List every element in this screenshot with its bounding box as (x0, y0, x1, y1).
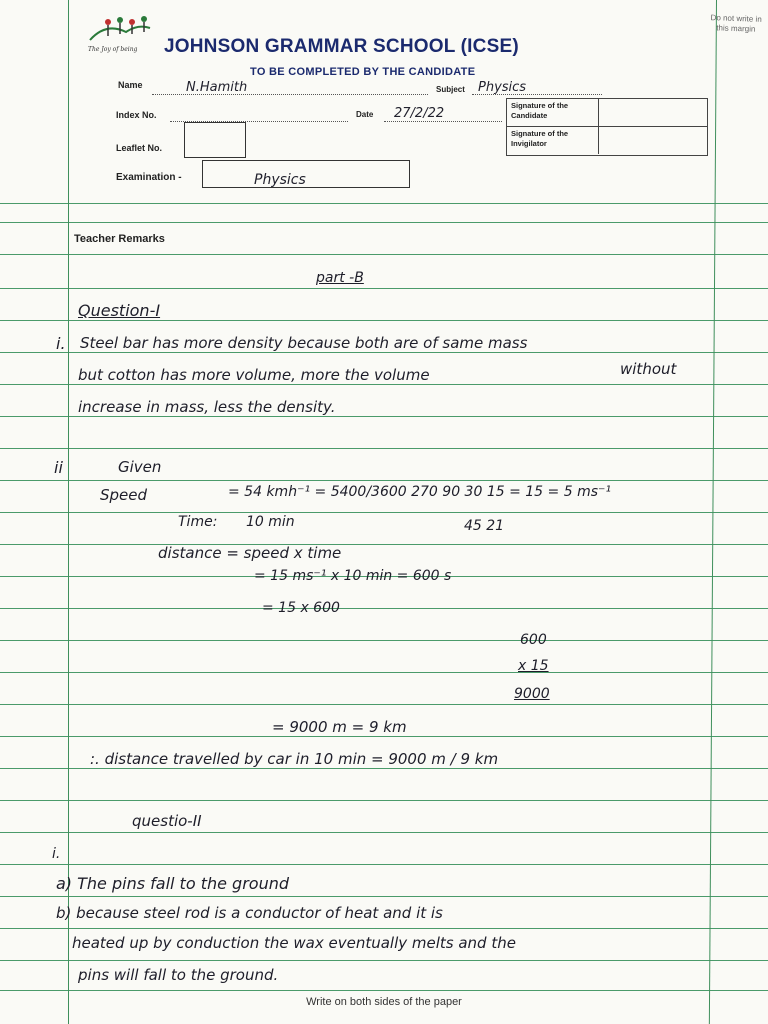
ruled-line (0, 480, 768, 481)
logo-tagline: The Joy of being (88, 46, 138, 53)
leaflet-label: Leaflet No. (116, 143, 163, 153)
ruled-line (0, 352, 768, 353)
distance-formula: distance = speed x time (158, 544, 342, 562)
exam-value: Physics (254, 172, 306, 188)
ruled-line (0, 384, 768, 385)
date-value: 27/2/22 (394, 106, 445, 121)
ruled-line (0, 896, 768, 897)
ruled-line (0, 990, 768, 991)
mult-top: 600 (520, 632, 547, 648)
ruled-line (0, 672, 768, 673)
q2-number: i. (52, 846, 61, 862)
q2-answer-b-line2: heated up by conduction the wax eventually melts and the (72, 934, 516, 952)
exam-label: Examination - (116, 172, 182, 183)
ruled-line (0, 288, 768, 289)
distance-multiply: = 15 x 600 (262, 600, 340, 616)
date-line (384, 121, 502, 122)
left-margin-line (68, 0, 69, 1024)
q1-i-number: i. (56, 334, 66, 353)
time-value: 10 min (246, 514, 295, 530)
given-label: Given (118, 458, 162, 476)
subject-label: Subject (436, 85, 465, 94)
distance-substitution: = 15 ms⁻¹ x 10 min = 600 s (254, 568, 452, 584)
mult-by: x 15 (518, 658, 549, 674)
subject-value: Physics (478, 80, 527, 95)
ruled-line (0, 736, 768, 737)
ruled-line (0, 320, 768, 321)
exam-box (202, 160, 410, 188)
speed-calc: = 54 kmh⁻¹ = 5400/3600 270 90 30 15 = 15 = 5 ms⁻¹ (228, 484, 612, 500)
q1-heading: Question-I (78, 301, 161, 320)
logo-figures-icon (86, 14, 154, 46)
sig-candidate-row (507, 99, 707, 126)
speed-label: Speed (100, 486, 148, 504)
sig-invigilator-row (507, 126, 707, 154)
q2-answer-a: a) The pins fall to the ground (56, 874, 290, 893)
ruled-line (0, 222, 768, 223)
form-subheading: TO BE COMPLETED BY THE CANDIDATE (250, 66, 476, 78)
ruled-line (0, 928, 768, 929)
conclusion-line: :. distance travelled by car in 10 min = 9000 m / 9 km (90, 750, 499, 768)
mult-result: 9000 (514, 686, 550, 702)
ruled-line (0, 254, 768, 255)
ruled-line (0, 704, 768, 705)
q2-answer-b-line3: pins will fall to the ground. (78, 966, 279, 984)
ruled-line (0, 416, 768, 417)
q1-i-line3: increase in mass, less the density. (78, 398, 336, 416)
q1-ii-number: ii (54, 458, 63, 477)
date-label: Date (356, 110, 374, 119)
q1-i-line2-end: without (620, 360, 677, 378)
ruled-line (0, 448, 768, 449)
ruled-line (0, 640, 768, 641)
index-label: Index No. (116, 110, 157, 120)
teacher-remarks-label: Teacher Remarks (74, 233, 165, 245)
ruled-line (0, 800, 768, 801)
ruled-line (0, 203, 768, 204)
sig-invigilator-label: Signature of the Invigilator (507, 127, 599, 154)
ruled-line (0, 608, 768, 609)
school-logo (86, 14, 154, 56)
ruled-line (0, 864, 768, 865)
q2-answer-b-line1: b) because steel rod is a conductor of heat and it is (56, 904, 443, 922)
q2-heading: questio-II (132, 812, 202, 830)
ruled-line (0, 544, 768, 545)
ruled-line (0, 832, 768, 833)
margin-note: Do not write in this margin (710, 13, 762, 34)
ruled-line (0, 768, 768, 769)
school-name: JOHNSON GRAMMAR SCHOOL (ICSE) (164, 36, 519, 57)
sig-candidate-label: Signature of the Candidate (507, 99, 599, 126)
name-label: Name (118, 80, 143, 90)
distance-result: = 9000 m = 9 km (272, 718, 407, 736)
ruled-line (0, 512, 768, 513)
time-label: Time: (178, 514, 218, 530)
q1-i-line2: but cotton has more volume, more the volume (78, 366, 430, 384)
q1-i-line1: Steel bar has more density because both are of same mass (80, 334, 528, 352)
time-scratch: 45 21 (464, 518, 505, 534)
leaflet-box (184, 122, 246, 158)
name-value: N.Hamith (186, 80, 248, 95)
part-heading: part -B (316, 270, 364, 286)
signature-table (506, 98, 708, 156)
ruled-line (0, 960, 768, 961)
footer-note: Write on both sides of the paper (306, 996, 462, 1008)
